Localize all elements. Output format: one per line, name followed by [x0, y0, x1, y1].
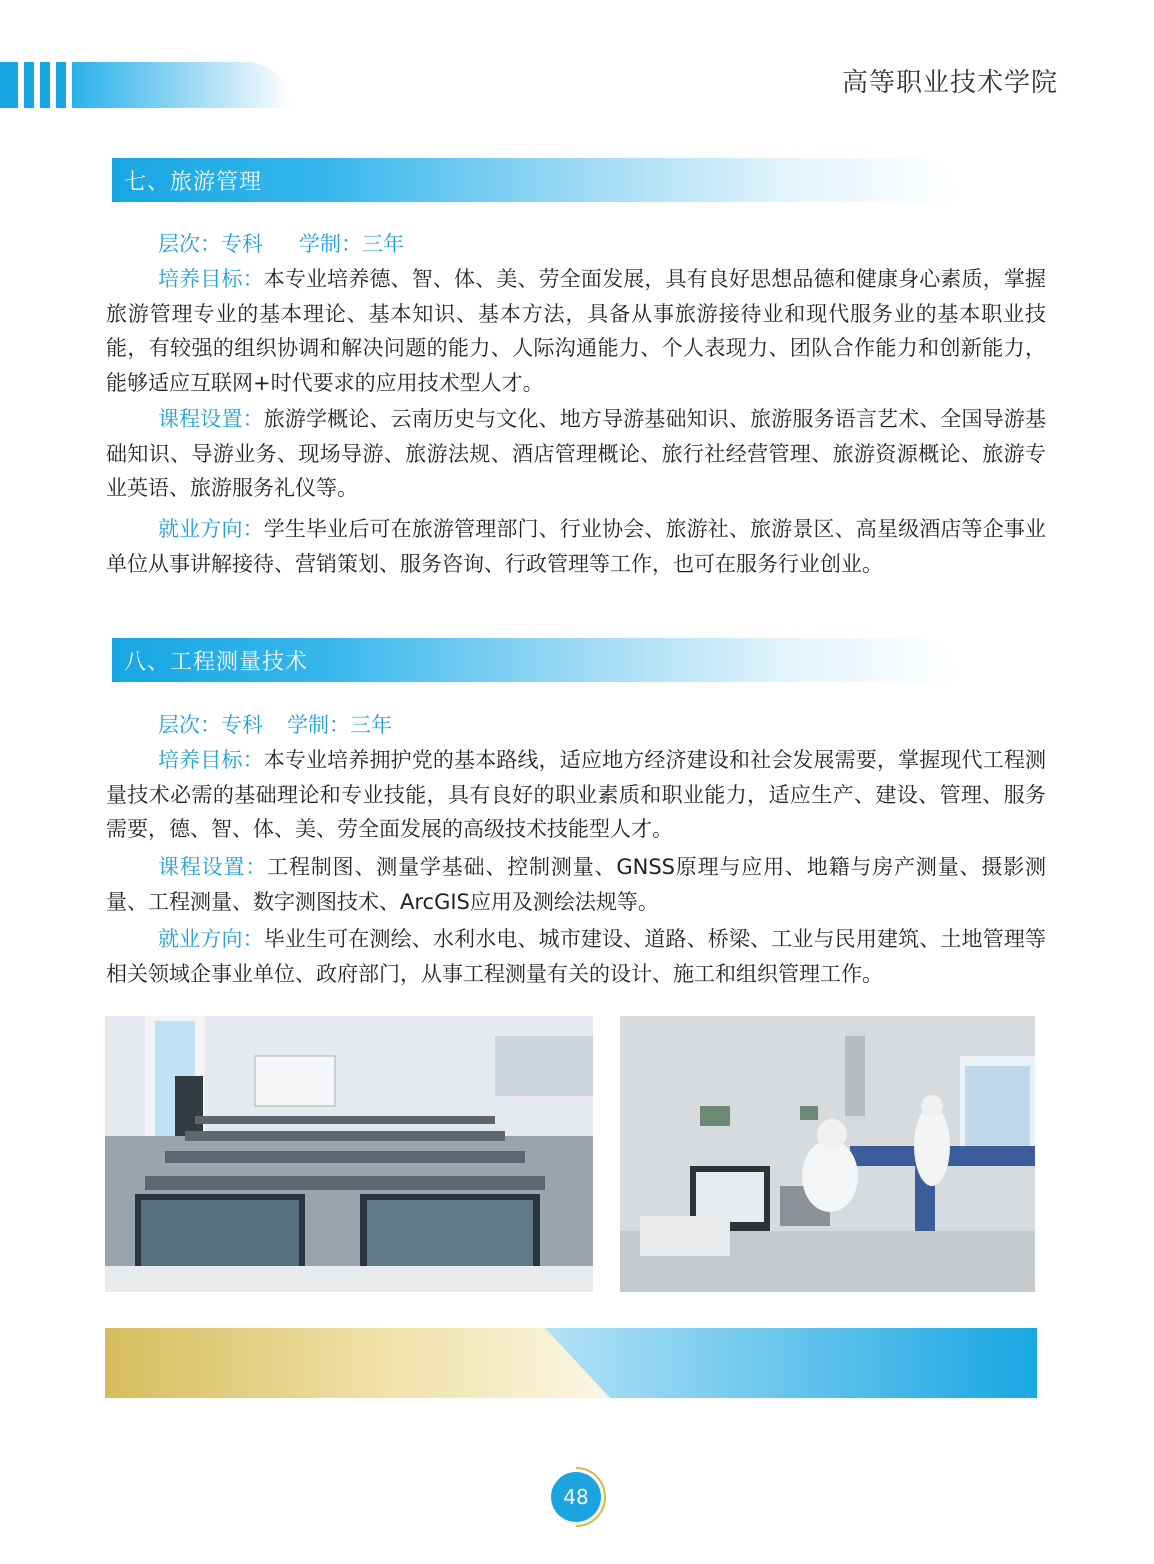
course-text: 工程制图、测量学基础、控制测量、GNSS原理与应用、地籍与房产测量、摄影测量、工程测量、数字测图技术、ArcGIS应用及测绘法规等。: [106, 855, 1047, 914]
career-label: 就业方向：: [158, 517, 264, 541]
section-meta: [158, 228, 440, 258]
duration-label: 学制：三年: [299, 232, 404, 256]
goal-label: 培养目标：: [158, 267, 264, 291]
career-text: 学生毕业后可在旅游管理部门、行业协会、旅游社、旅游景区、高星级酒店等企事业单位从事讲解接待、营销策划、服务咨询、行政管理等工作，也可在服务行业创业。: [106, 517, 1046, 576]
course-text: 旅游学概论、云南历史与文化、地方导游基础知识、旅游服务语言艺术、全国导游基础知识、导游业务、现场导游、旅游法规、酒店管理概论、旅行社经营管理、旅游资源概论、旅游专业英语、旅游服务礼仪等。: [106, 407, 1046, 500]
career-label: 就业方向：: [158, 927, 264, 951]
laboratory-photo: [620, 1016, 1035, 1292]
page-number: 48: [551, 1472, 601, 1522]
duration-label: 学制：三年: [287, 713, 392, 737]
section-title: 七、旅游管理: [124, 170, 263, 195]
goal-paragraph: [106, 743, 1046, 847]
career-paragraph: [106, 922, 1046, 991]
course-paragraph: [106, 402, 1046, 506]
goal-text: 本专业培养拥护党的基本路线，适应地方经济建设和社会发展需要，掌握现代工程测量技术必需的基础理论和专业技能，具有良好的职业素质和职业能力，适应生产、建设、管理、服务需要，德、智、体、美、劳全面发展的高级技术技能型人才。: [106, 748, 1046, 841]
level-label: 层次：专科: [158, 713, 263, 737]
section-heading-band: [112, 158, 960, 202]
goal-label: 培养目标：: [158, 748, 264, 772]
computer-lab-photo: [105, 1016, 593, 1292]
career-text: 毕业生可在测绘、水利水电、城市建设、道路、桥梁、工业与民用建筑、土地管理等相关领域企事业单位、政府部门，从事工程测量有关的设计、施工和组织管理工作。: [106, 927, 1046, 986]
course-label: 课程设置：: [158, 407, 264, 431]
goal-text: 本专业培养德、智、体、美、劳全面发展，具有良好思想品德和健康身心素质，掌握旅游管理专业的基本理论、基本知识、基本方法，具备从事旅游接待业和现代服务业的基本职业技能，有较强的组织协调和解决问题的能力、人际沟通能力、个人表现力、团队合作能力和创新能力，能够适应互联网+时代要求的应用技术型人才。: [106, 267, 1046, 395]
bottom-banner: [105, 1328, 1037, 1398]
section-heading-band: [112, 638, 960, 682]
header-gradient: [72, 62, 292, 108]
career-paragraph: [106, 512, 1046, 581]
school-name: 高等职业技术学院: [841, 68, 1058, 98]
goal-paragraph: [106, 262, 1046, 400]
level-label: 层次：专科: [158, 232, 263, 256]
course-label: 课程设置：: [158, 855, 268, 879]
course-paragraph: [106, 850, 1046, 919]
section-meta: [158, 709, 428, 739]
section-title: 八、工程测量技术: [124, 650, 309, 675]
